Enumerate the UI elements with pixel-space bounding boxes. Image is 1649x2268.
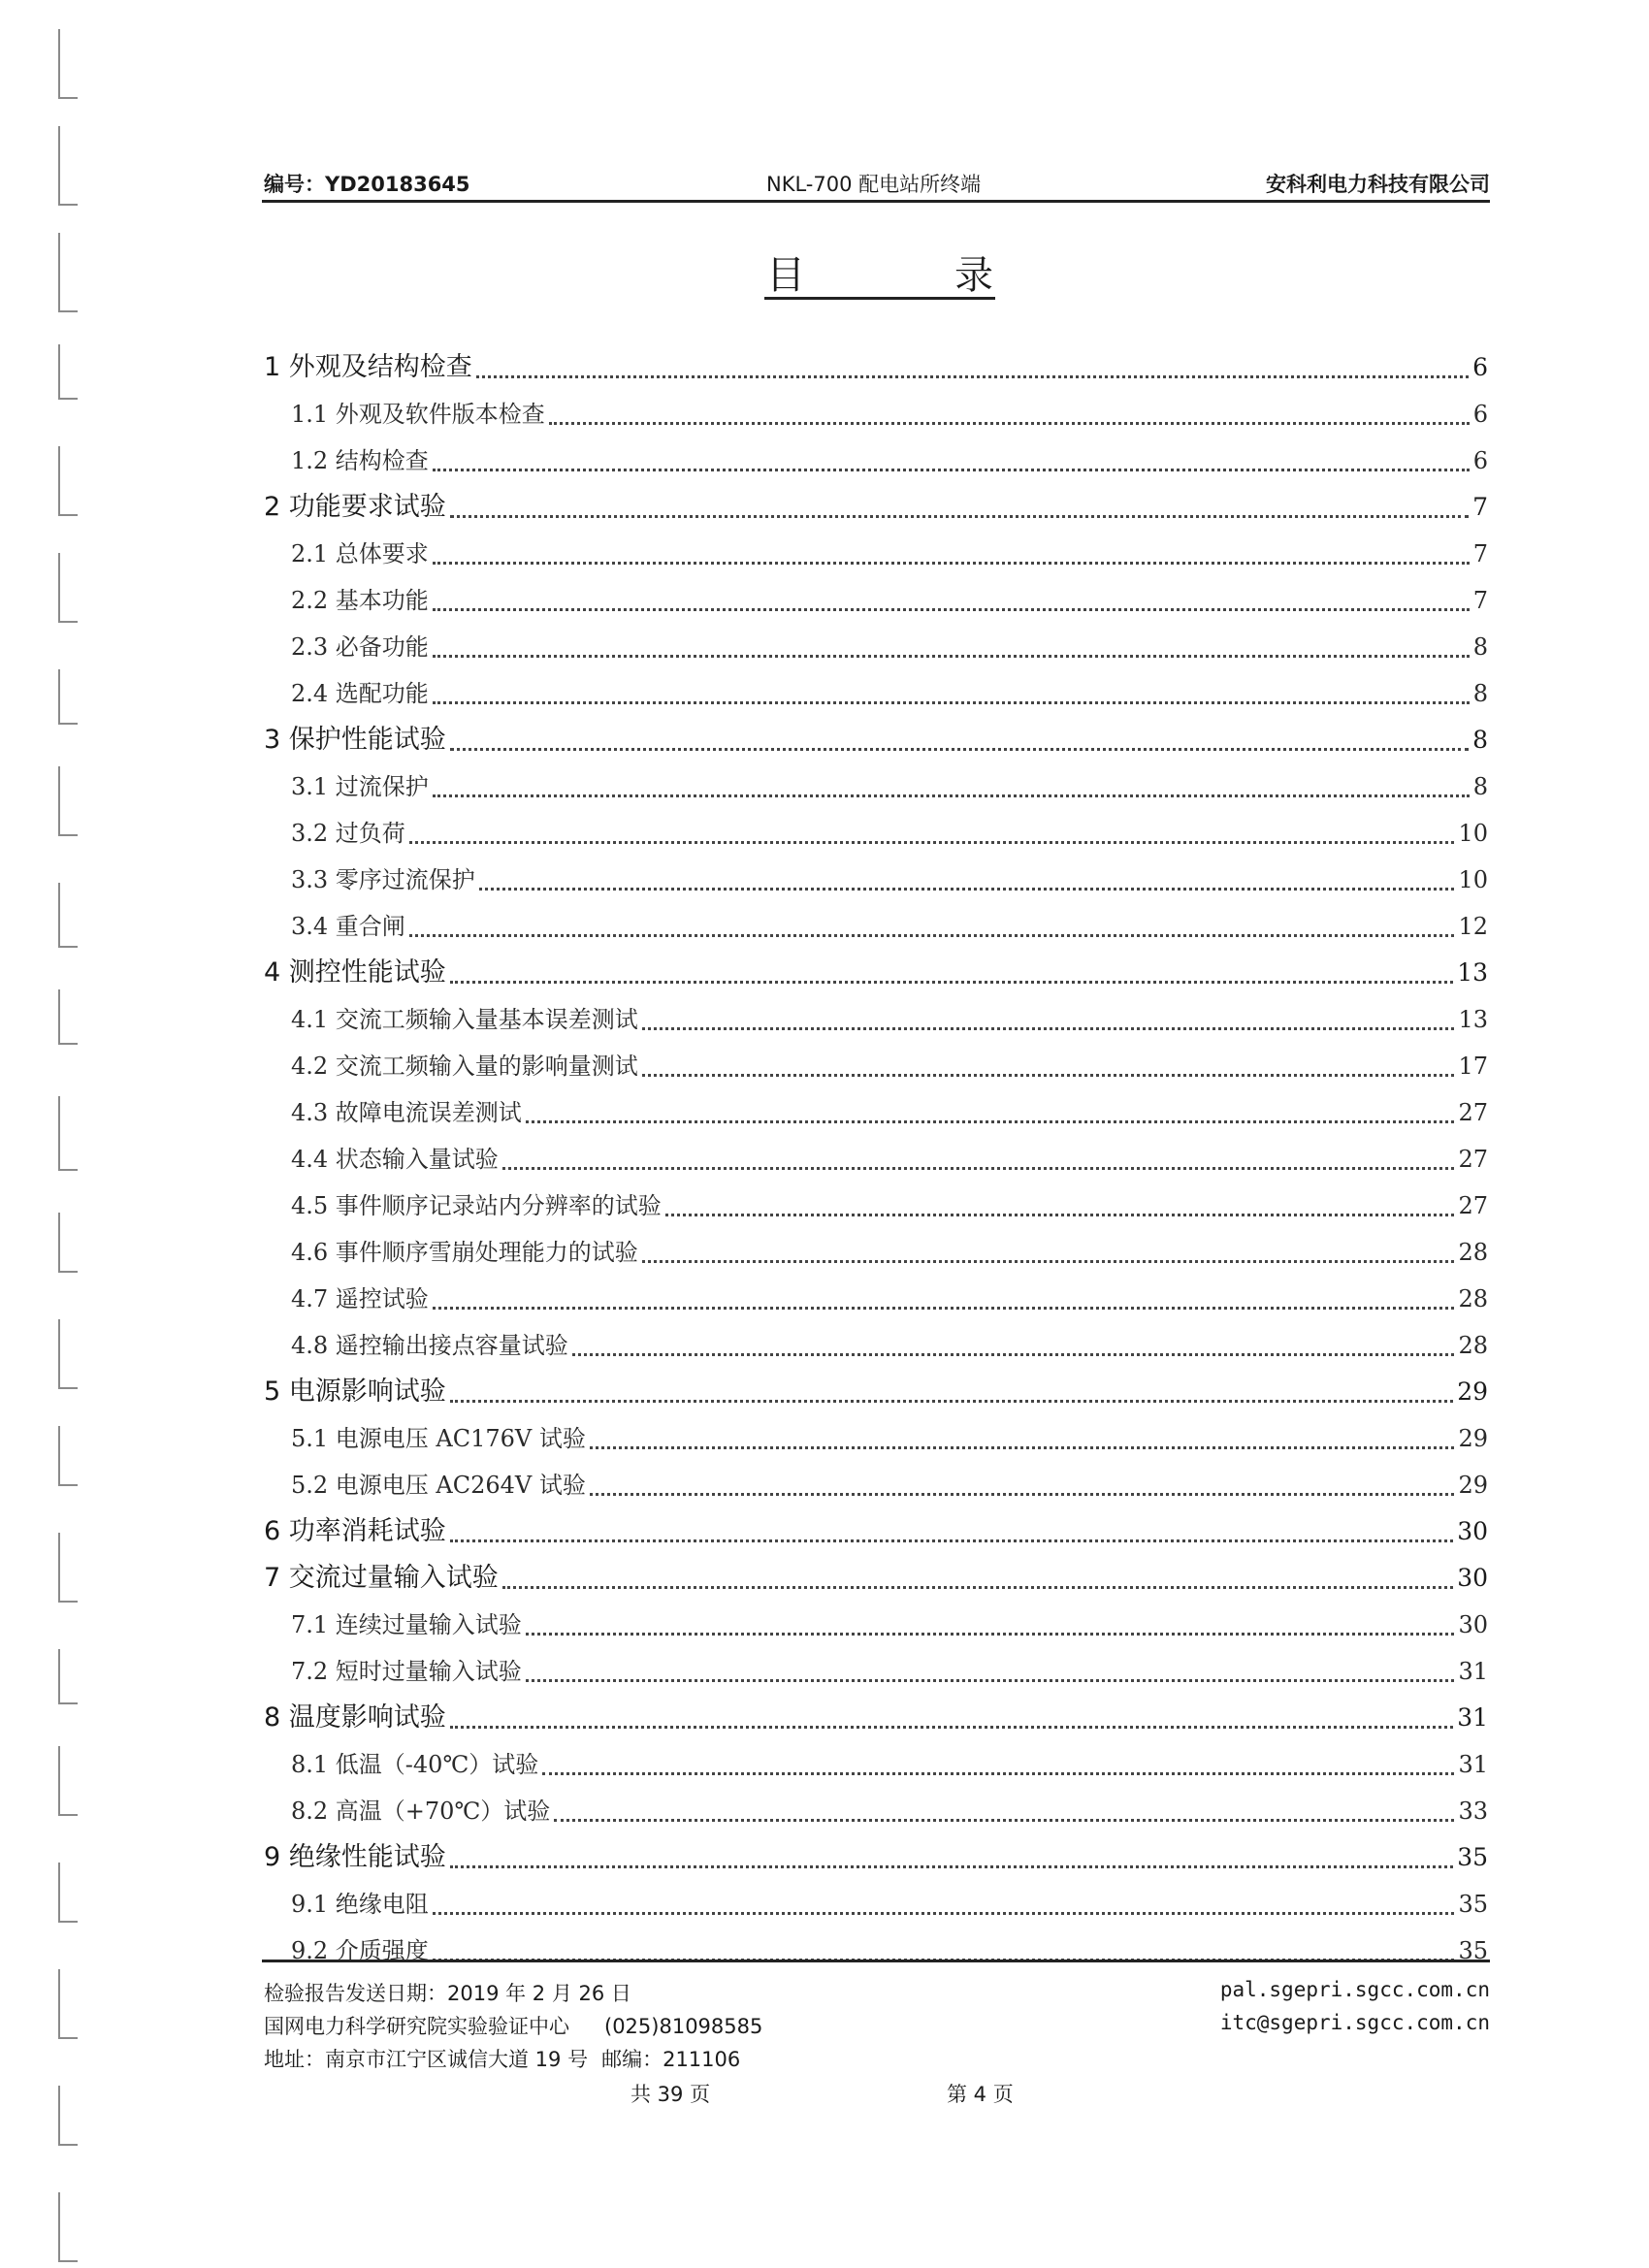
- toc-dot-leader: [433, 701, 1470, 704]
- toc-dot-leader: [642, 1027, 1455, 1030]
- toc-chapter-entry: [262, 484, 1488, 531]
- toc-dot-leader: [476, 375, 1469, 378]
- toc-entry-page: 6: [1472, 353, 1488, 381]
- toc-section-entry: [262, 1462, 1488, 1508]
- toc-entry-label: 1.1 外观及软件版本检查: [291, 401, 545, 428]
- email: itc@sgepri.sgcc.com.cn: [1219, 2011, 1490, 2034]
- edge-mark: [58, 446, 78, 516]
- edge-mark: [58, 1746, 78, 1816]
- edge-mark: [58, 126, 78, 206]
- toc-dot-leader: [450, 515, 1469, 518]
- toc-entry-label: 2 功能要求试验: [264, 492, 446, 522]
- toc-entry-page: 17: [1458, 1053, 1488, 1080]
- toc-section-entry: [262, 1741, 1488, 1788]
- edge-mark: [58, 553, 78, 623]
- edge-mark: [58, 1096, 78, 1171]
- toc-entry-page: 27: [1458, 1099, 1488, 1126]
- toc-entry-label: 5.1 电源电压 AC176V 试验: [291, 1425, 586, 1452]
- toc-entry-page: 30: [1457, 1564, 1488, 1592]
- toc-entry-page: 28: [1458, 1332, 1488, 1359]
- toc-entry-label: 3 保护性能试验: [264, 725, 446, 755]
- toc-dot-leader: [450, 1726, 1453, 1729]
- toc-dot-leader: [590, 1493, 1455, 1496]
- toc-section-entry: [262, 1881, 1488, 1928]
- toc-dot-leader: [542, 1772, 1454, 1775]
- toc-section-entry: [262, 1089, 1488, 1136]
- edge-mark: [58, 233, 78, 312]
- toc-entry-page: 8: [1472, 726, 1488, 754]
- toc-entry-label: 5.2 电源电压 AC264V 试验: [291, 1472, 586, 1499]
- toc-entry-label: 4.4 状态输入量试验: [291, 1146, 499, 1173]
- address-line: [264, 2044, 740, 2073]
- toc-entry-page: 8: [1472, 773, 1488, 800]
- toc-entry-page: 6: [1472, 447, 1488, 474]
- toc-section-entry: [262, 1648, 1488, 1695]
- toc-entry-label: 8 温度影响试验: [264, 1702, 446, 1733]
- toc-dot-leader: [642, 1074, 1455, 1077]
- edge-mark: [58, 1533, 78, 1603]
- toc-entry-label: 1 外观及结构检查: [264, 352, 472, 382]
- toc-entry-label: 4.5 事件顺序记录站内分辨率的试验: [291, 1192, 662, 1219]
- toc-entry-page: 29: [1457, 1377, 1488, 1406]
- report-send-date: 检验报告发送日期：2019 年 2 月 26 日: [264, 1982, 631, 2005]
- toc-dot-leader: [554, 1819, 1454, 1822]
- toc-dot-leader: [433, 608, 1470, 611]
- toc-section-entry: [262, 1602, 1488, 1648]
- toc-entry-page: 35: [1458, 1937, 1488, 1964]
- toc-dot-leader: [502, 1586, 1453, 1589]
- toc-entry-label: 3.1 过流保护: [291, 773, 429, 800]
- toc-entry-page: 8: [1472, 680, 1488, 707]
- total-pages: 共 39 页: [630, 2083, 711, 2106]
- edge-mark: [58, 1319, 78, 1389]
- phone-number: (025)81098585: [604, 2015, 763, 2038]
- toc-entry-label: 4.2 交流工频输入量的影响量测试: [291, 1053, 638, 1080]
- toc-dot-leader: [450, 1539, 1453, 1542]
- toc-entry-label: 3.3 零序过流保护: [291, 866, 475, 893]
- current-page: 第 4 页: [947, 2083, 1014, 2106]
- toc-entry-page: 7: [1472, 587, 1488, 614]
- toc-dot-leader: [450, 1400, 1453, 1403]
- toc-dot-leader: [433, 794, 1470, 797]
- table-of-contents: [262, 344, 1488, 1974]
- toc-entry-label: 4.3 故障电流误差测试: [291, 1099, 522, 1126]
- toc-entry-page: 30: [1457, 1517, 1488, 1545]
- product-name: NKL-700 配电站所终端: [766, 173, 982, 196]
- toc-chapter-entry: [262, 717, 1488, 763]
- toc-entry-page: 13: [1458, 1006, 1488, 1033]
- toc-section-entry: [262, 1183, 1488, 1229]
- edge-mark: [58, 1649, 78, 1704]
- toc-entry-page: 10: [1458, 866, 1488, 893]
- toc-dot-leader: [549, 422, 1470, 425]
- edge-mark: [58, 2086, 78, 2146]
- toc-dot-leader: [450, 981, 1453, 984]
- toc-entry-label: 5 电源影响试验: [264, 1377, 446, 1407]
- edge-mark: [58, 1213, 78, 1273]
- toc-dot-leader: [409, 841, 1455, 844]
- edge-mark: [58, 883, 78, 948]
- toc-section-entry: [262, 391, 1488, 437]
- toc-entry-label: 2.2 基本功能: [291, 587, 429, 614]
- toc-entry-label: 4.7 遥控试验: [291, 1285, 429, 1312]
- edge-mark: [58, 669, 78, 725]
- toc-section-entry: [262, 1928, 1488, 1974]
- toc-dot-leader: [502, 1167, 1455, 1170]
- edge-mark: [58, 2192, 78, 2262]
- toc-dot-leader: [450, 748, 1469, 751]
- toc-dot-leader: [433, 655, 1470, 658]
- toc-entry-page: 35: [1457, 1843, 1488, 1871]
- edge-mark: [58, 29, 78, 99]
- toc-entry-label: 7 交流过量输入试验: [264, 1563, 499, 1593]
- toc-section-entry: [262, 1322, 1488, 1369]
- toc-section-entry: [262, 857, 1488, 903]
- toc-dot-leader: [665, 1214, 1455, 1216]
- binding-edge-marks: [48, 0, 87, 2268]
- toc-entry-page: 31: [1457, 1703, 1488, 1732]
- toc-entry-label: 2.3 必备功能: [291, 633, 429, 661]
- organization-line: [264, 2011, 762, 2040]
- edge-mark: [58, 1969, 78, 2039]
- toc-entry-label: 9 绝缘性能试验: [264, 1842, 446, 1872]
- toc-entry-page: 31: [1458, 1658, 1488, 1685]
- toc-entry-label: 3.2 过负荷: [291, 820, 405, 847]
- toc-entry-label: 4 测控性能试验: [264, 957, 446, 988]
- postcode: 邮编：211106: [601, 2048, 741, 2071]
- toc-section-entry: [262, 531, 1488, 577]
- toc-section-entry: [262, 437, 1488, 484]
- toc-entry-label: 2.1 总体要求: [291, 540, 429, 567]
- toc-dot-leader: [526, 1679, 1455, 1682]
- toc-section-entry: [262, 996, 1488, 1043]
- address: 地址：南京市江宁区诚信大道 19 号: [264, 2048, 589, 2071]
- toc-entry-page: 29: [1458, 1472, 1488, 1499]
- toc-entry-label: 4.1 交流工频输入量基本误差测试: [291, 1006, 638, 1033]
- toc-dot-leader: [642, 1260, 1455, 1263]
- toc-chapter-entry: [262, 1834, 1488, 1881]
- toc-entry-page: 10: [1458, 820, 1488, 847]
- toc-section-entry: [262, 810, 1488, 857]
- toc-dot-leader: [433, 1307, 1455, 1310]
- toc-section-entry: [262, 763, 1488, 810]
- toc-section-entry: [262, 1043, 1488, 1089]
- website: pal.sgepri.sgcc.com.cn: [1219, 1978, 1490, 2001]
- title-char-left: 目: [766, 253, 805, 298]
- toc-section-entry: [262, 1415, 1488, 1462]
- toc-section-entry: [262, 1276, 1488, 1322]
- toc-dot-leader: [450, 1865, 1453, 1868]
- toc-dot-leader: [433, 562, 1470, 565]
- toc-entry-label: 1.2 结构检查: [291, 447, 429, 474]
- toc-section-entry: [262, 903, 1488, 950]
- toc-entry-page: 7: [1472, 540, 1488, 567]
- toc-section-entry: [262, 1136, 1488, 1183]
- toc-entry-label: 7.1 连续过量输入试验: [291, 1611, 522, 1638]
- toc-entry-label: 4.6 事件顺序雪崩处理能力的试验: [291, 1239, 638, 1266]
- toc-entry-label: 7.2 短时过量输入试验: [291, 1658, 522, 1685]
- toc-entry-page: 27: [1458, 1146, 1488, 1173]
- toc-chapter-entry: [262, 344, 1488, 391]
- toc-chapter-entry: [262, 1508, 1488, 1555]
- page-footer: [262, 1960, 1490, 2106]
- toc-section-entry: [262, 577, 1488, 624]
- toc-section-entry: [262, 1229, 1488, 1276]
- toc-entry-label: 2.4 选配功能: [291, 680, 429, 707]
- page-header: [262, 167, 1490, 203]
- toc-entry-page: 27: [1458, 1192, 1488, 1219]
- toc-entry-label: 6 功率消耗试验: [264, 1516, 446, 1546]
- toc-entry-label: 8.2 高温（+70℃）试验: [291, 1798, 551, 1825]
- toc-section-entry: [262, 624, 1488, 670]
- edge-mark: [58, 989, 78, 1045]
- edge-mark: [58, 344, 78, 400]
- edge-mark: [58, 1426, 78, 1486]
- toc-entry-label: 9.1 绝缘电阻: [291, 1891, 429, 1918]
- toc-entry-page: 30: [1458, 1611, 1488, 1638]
- toc-entry-label: 8.1 低温（-40℃）试验: [291, 1751, 539, 1778]
- toc-entry-label: 4.8 遥控输出接点容量试验: [291, 1332, 568, 1359]
- toc-chapter-entry: [262, 950, 1488, 996]
- toc-dot-leader: [433, 469, 1470, 471]
- organization-name: 国网电力科学研究院实验验证中心: [264, 2015, 569, 2038]
- toc-entry-page: 29: [1458, 1425, 1488, 1452]
- toc-chapter-entry: [262, 1369, 1488, 1415]
- toc-dot-leader: [479, 888, 1455, 891]
- toc-chapter-entry: [262, 1555, 1488, 1602]
- toc-section-entry: [262, 670, 1488, 717]
- company-name: 安科利电力科技有限公司: [1266, 173, 1490, 196]
- toc-entry-page: 35: [1458, 1891, 1488, 1918]
- toc-dot-leader: [526, 1120, 1455, 1123]
- toc-entry-label: 9.2 介质强度: [291, 1937, 429, 1964]
- toc-entry-page: 28: [1458, 1285, 1488, 1312]
- toc-chapter-entry: [262, 1695, 1488, 1741]
- edge-mark: [58, 1863, 78, 1923]
- toc-entry-page: 28: [1458, 1239, 1488, 1266]
- toc-dot-leader: [433, 1912, 1455, 1915]
- edge-mark: [58, 766, 78, 836]
- toc-entry-page: 6: [1472, 401, 1488, 428]
- toc-dot-leader: [526, 1633, 1455, 1636]
- report-number: 编号：YD20183645: [264, 173, 470, 196]
- toc-dot-leader: [409, 934, 1455, 937]
- toc-entry-page: 31: [1458, 1751, 1488, 1778]
- toc-entry-label: 3.4 重合闸: [291, 913, 405, 940]
- toc-dot-leader: [572, 1353, 1455, 1356]
- toc-dot-leader: [590, 1446, 1455, 1449]
- title-char-right: 录: [954, 253, 993, 298]
- toc-entry-page: 12: [1458, 913, 1488, 940]
- toc-entry-page: 13: [1457, 958, 1488, 987]
- toc-entry-page: 33: [1458, 1798, 1488, 1825]
- toc-entry-page: 8: [1472, 633, 1488, 661]
- toc-section-entry: [262, 1788, 1488, 1834]
- page-title: [764, 243, 995, 300]
- toc-entry-page: 7: [1472, 493, 1488, 521]
